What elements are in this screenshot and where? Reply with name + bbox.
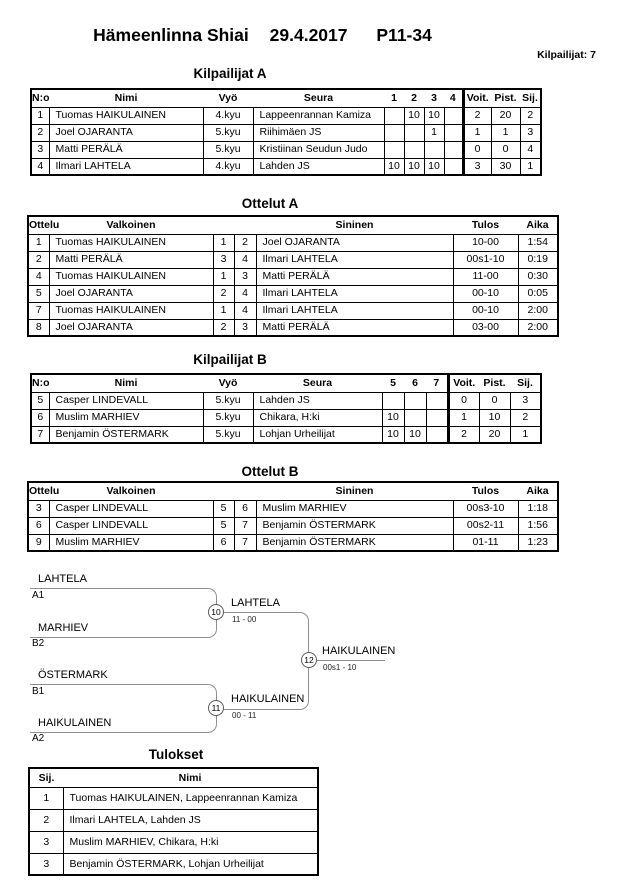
column-header: Seura bbox=[253, 89, 384, 107]
cell: Muslim MARHIEV bbox=[256, 500, 453, 517]
cell: Ilmari LAHTELA, Lahden JS bbox=[63, 809, 318, 831]
cell: Joel OJARANTA bbox=[49, 285, 213, 302]
table-row bbox=[31, 124, 541, 141]
cell: Chikara, H:ki bbox=[253, 409, 382, 426]
table-pool-b bbox=[30, 373, 542, 444]
cell: 6 bbox=[31, 409, 49, 426]
cell: 5.kyu bbox=[203, 124, 253, 141]
cell: 9 bbox=[28, 534, 49, 551]
cell: 1 bbox=[213, 268, 234, 285]
column-header: Nimi bbox=[49, 89, 203, 107]
column-header: 4 bbox=[444, 89, 463, 107]
cell: 6 bbox=[213, 534, 234, 551]
section-heading-results: Tulokset bbox=[148, 747, 204, 762]
cell: Matti PERÄLÄ bbox=[256, 319, 453, 336]
table-row bbox=[31, 158, 541, 175]
cell: 5.kyu bbox=[203, 141, 253, 158]
column-header bbox=[213, 482, 234, 500]
cell bbox=[404, 141, 424, 158]
table-row bbox=[28, 302, 558, 319]
cell: 3 bbox=[520, 124, 541, 141]
column-header bbox=[213, 216, 234, 234]
cell bbox=[404, 392, 426, 409]
cell: Casper LINDEVALL bbox=[49, 392, 203, 409]
cell: 7 bbox=[28, 302, 49, 319]
column-header: Pist. bbox=[491, 89, 520, 107]
cell bbox=[426, 409, 448, 426]
table-body bbox=[28, 500, 558, 551]
cell: 2 bbox=[234, 234, 256, 251]
cell: 4 bbox=[234, 251, 256, 268]
cell: 10 bbox=[382, 426, 404, 443]
cell: Benjamin ÖSTERMARK, Lohjan Urheilijat bbox=[63, 853, 318, 875]
cell: Muslim MARHIEV bbox=[49, 534, 213, 551]
cell bbox=[424, 141, 444, 158]
cell: 3 bbox=[234, 268, 256, 285]
cell: 2 bbox=[520, 107, 541, 124]
cell: 4 bbox=[28, 268, 49, 285]
cell: Joel OJARANTA bbox=[49, 319, 213, 336]
column-header: 5 bbox=[382, 374, 404, 392]
bracket-entrant-name: HAIKULAINEN bbox=[38, 717, 112, 729]
bracket-seed-label: A1 bbox=[32, 590, 45, 601]
cell: Ilmari LAHTELA bbox=[256, 285, 453, 302]
cell: Muslim MARHIEV, Chikara, H:ki bbox=[63, 831, 318, 853]
match-number-badge: 12 bbox=[301, 652, 317, 668]
cell: 5.kyu bbox=[203, 409, 253, 426]
cell: 6 bbox=[28, 517, 49, 534]
cell: 1 bbox=[448, 409, 479, 426]
bracket-winner-name: HAIKULAINEN bbox=[322, 645, 396, 657]
cell: Tuomas HAIKULAINEN bbox=[49, 107, 203, 124]
cell: 5 bbox=[213, 500, 234, 517]
cell: Muslim MARHIEV bbox=[49, 409, 203, 426]
cell: 1 bbox=[510, 426, 541, 443]
cell: Joel OJARANTA bbox=[49, 124, 203, 141]
column-header: Voit. bbox=[463, 89, 491, 107]
cell: 00s1-10 bbox=[453, 251, 518, 268]
cell bbox=[444, 124, 463, 141]
column-header: Tulos bbox=[453, 482, 518, 500]
table-results bbox=[28, 767, 319, 876]
column-header: Seura bbox=[253, 374, 382, 392]
column-header: Valkoinen bbox=[49, 482, 213, 500]
cell: 10 bbox=[404, 107, 424, 124]
column-header bbox=[234, 482, 256, 500]
table-row bbox=[28, 319, 558, 336]
cell: Ilmari LAHTELA bbox=[256, 251, 453, 268]
cell: 2:00 bbox=[518, 302, 558, 319]
cell bbox=[444, 141, 463, 158]
cell: 0 bbox=[448, 392, 479, 409]
cell: 7 bbox=[31, 426, 49, 443]
cell bbox=[384, 141, 404, 158]
section-heading-pool-a: Kilpailijat A bbox=[193, 66, 267, 81]
bracket-winner-name: LAHTELA bbox=[231, 597, 280, 609]
table-row bbox=[28, 268, 558, 285]
cell bbox=[444, 107, 463, 124]
cell bbox=[426, 392, 448, 409]
cell: Ilmari LAHTELA bbox=[49, 158, 203, 175]
cell: 10 bbox=[479, 409, 510, 426]
column-header: Sij. bbox=[520, 89, 541, 107]
cell: 00s2-11 bbox=[453, 517, 518, 534]
table-header bbox=[28, 482, 558, 500]
cell: Ilmari LAHTELA bbox=[256, 302, 453, 319]
bracket-match-score: 00 - 11 bbox=[232, 711, 257, 720]
cell: Casper LINDEVALL bbox=[49, 500, 213, 517]
cell: Casper LINDEVALL bbox=[49, 517, 213, 534]
table-row bbox=[28, 517, 558, 534]
table-row bbox=[29, 809, 318, 831]
bracket-seed-label: B2 bbox=[32, 638, 45, 649]
table-header bbox=[28, 216, 558, 234]
column-header: Sij. bbox=[29, 768, 63, 787]
cell: Tuomas HAIKULAINEN, Lappeenrannan Kamiza bbox=[63, 787, 318, 809]
cell: 5 bbox=[28, 285, 49, 302]
cell: 20 bbox=[479, 426, 510, 443]
column-header: N:o bbox=[31, 374, 49, 392]
cell bbox=[382, 392, 404, 409]
cell: 0 bbox=[479, 392, 510, 409]
cell: 1 bbox=[29, 787, 63, 809]
cell: 2 bbox=[463, 107, 491, 124]
cell: 10 bbox=[424, 107, 444, 124]
column-header: N:o bbox=[31, 89, 49, 107]
column-header bbox=[234, 216, 256, 234]
section-heading-matches-a: Ottelut A bbox=[241, 196, 299, 211]
header-row bbox=[29, 768, 318, 787]
column-header: 7 bbox=[426, 374, 448, 392]
column-header: Voit. bbox=[448, 374, 479, 392]
cell: 6 bbox=[234, 500, 256, 517]
table-row bbox=[28, 500, 558, 517]
cell: Matti PERÄLÄ bbox=[49, 141, 203, 158]
cell: 2 bbox=[510, 409, 541, 426]
cell: 0:05 bbox=[518, 285, 558, 302]
cell: 00-10 bbox=[453, 302, 518, 319]
bracket-seed-label: B1 bbox=[32, 686, 45, 697]
cell: Matti PERÄLÄ bbox=[49, 251, 213, 268]
cell: Benjamin ÖSTERMARK bbox=[256, 534, 453, 551]
cell: 01-11 bbox=[453, 534, 518, 551]
table-body bbox=[28, 234, 558, 336]
column-header: Aika bbox=[518, 216, 558, 234]
header-row bbox=[28, 482, 558, 500]
bracket-seed-label: A2 bbox=[32, 733, 45, 744]
cell bbox=[404, 124, 424, 141]
cell: 1 bbox=[213, 234, 234, 251]
match-number-badge: 11 bbox=[208, 700, 224, 716]
cell: Lahden JS bbox=[253, 392, 382, 409]
bracket-entrant-name: MARHIEV bbox=[38, 622, 89, 634]
cell: 4.kyu bbox=[203, 158, 253, 175]
cell: Tuomas HAIKULAINEN bbox=[49, 302, 213, 319]
header-row bbox=[28, 216, 558, 234]
cell: 1:18 bbox=[518, 500, 558, 517]
column-header: Pist. bbox=[479, 374, 510, 392]
cell bbox=[384, 124, 404, 141]
bracket-match-score: 00s1 - 10 bbox=[323, 663, 357, 672]
cell: 3 bbox=[510, 392, 541, 409]
cell: Benjamin ÖSTERMARK bbox=[256, 517, 453, 534]
column-header: Nimi bbox=[63, 768, 318, 787]
cell: 1:23 bbox=[518, 534, 558, 551]
column-header: Sininen bbox=[256, 482, 453, 500]
cell: 20 bbox=[491, 107, 520, 124]
table-header bbox=[31, 89, 541, 107]
bracket-entrant-name: LAHTELA bbox=[38, 573, 87, 585]
table-row bbox=[31, 409, 541, 426]
column-header: Nimi bbox=[49, 374, 203, 392]
cell: 1 bbox=[463, 124, 491, 141]
cell: 10 bbox=[384, 158, 404, 175]
column-header: 1 bbox=[384, 89, 404, 107]
cell bbox=[426, 426, 448, 443]
cell: Matti PERÄLÄ bbox=[256, 268, 453, 285]
column-header: Sij. bbox=[510, 374, 541, 392]
cell: Riihimäen JS bbox=[253, 124, 384, 141]
column-header: Ottelu bbox=[28, 216, 49, 234]
cell bbox=[444, 158, 463, 175]
cell: 03-00 bbox=[453, 319, 518, 336]
title-category: P11-34 bbox=[376, 25, 432, 45]
column-header: Valkoinen bbox=[49, 216, 213, 234]
table-row bbox=[28, 285, 558, 302]
cell: 1:56 bbox=[518, 517, 558, 534]
title-date: 29.4.2017 bbox=[269, 25, 348, 45]
cell bbox=[404, 409, 426, 426]
section-heading-matches-b: Ottelut B bbox=[241, 464, 299, 479]
table-row bbox=[31, 392, 541, 409]
header-row bbox=[31, 374, 541, 392]
bracket-winner-name: HAIKULAINEN bbox=[231, 693, 305, 705]
cell: 1 bbox=[424, 124, 444, 141]
header-row bbox=[31, 89, 541, 107]
cell: 1 bbox=[491, 124, 520, 141]
cell: 0 bbox=[491, 141, 520, 158]
competitor-count-label: Kilpailijat: 7 bbox=[537, 49, 596, 61]
cell: 0:19 bbox=[518, 251, 558, 268]
cell: 2 bbox=[28, 251, 49, 268]
cell: 2 bbox=[448, 426, 479, 443]
bracket-winner-line bbox=[308, 660, 385, 661]
cell: Benjamin ÖSTERMARK bbox=[49, 426, 203, 443]
cell: Kristiinan Seudun Judo bbox=[253, 141, 384, 158]
cell: 10 bbox=[404, 426, 426, 443]
cell: Lohjan Urheilijat bbox=[253, 426, 382, 443]
table-row bbox=[31, 141, 541, 158]
table-body bbox=[29, 787, 318, 875]
table-header bbox=[29, 768, 318, 787]
cell: 00-10 bbox=[453, 285, 518, 302]
cell: 10-00 bbox=[453, 234, 518, 251]
cell: 5 bbox=[31, 392, 49, 409]
cell: 3 bbox=[234, 319, 256, 336]
cell: 2 bbox=[213, 319, 234, 336]
cell: Joel OJARANTA bbox=[256, 234, 453, 251]
cell: 3 bbox=[463, 158, 491, 175]
cell: 1 bbox=[28, 234, 49, 251]
table-row bbox=[29, 831, 318, 853]
cell: 4.kyu bbox=[203, 107, 253, 124]
cell: 1 bbox=[213, 302, 234, 319]
column-header: Ottelu bbox=[28, 482, 49, 500]
cell: 2 bbox=[29, 809, 63, 831]
cell: 5.kyu bbox=[203, 426, 253, 443]
cell: 4 bbox=[31, 158, 49, 175]
cell: 7 bbox=[234, 534, 256, 551]
cell: 10 bbox=[382, 409, 404, 426]
cell: 30 bbox=[491, 158, 520, 175]
cell: 2 bbox=[31, 124, 49, 141]
table-row bbox=[31, 426, 541, 443]
cell: 5.kyu bbox=[203, 392, 253, 409]
cell: 1 bbox=[31, 107, 49, 124]
cell: 10 bbox=[424, 158, 444, 175]
column-header: Sininen bbox=[256, 216, 453, 234]
page-title bbox=[0, 25, 525, 46]
table-row bbox=[28, 234, 558, 251]
cell: 5 bbox=[213, 517, 234, 534]
bracket-match-score: 11 - 00 bbox=[232, 615, 257, 624]
cell: 4 bbox=[234, 285, 256, 302]
cell: 3 bbox=[29, 853, 63, 875]
table-body bbox=[31, 107, 541, 175]
cell: 3 bbox=[28, 500, 49, 517]
column-header: Aika bbox=[518, 482, 558, 500]
column-header: 6 bbox=[404, 374, 426, 392]
cell: 7 bbox=[234, 517, 256, 534]
cell: 1:54 bbox=[518, 234, 558, 251]
table-pool-a bbox=[30, 88, 542, 176]
table-row bbox=[28, 251, 558, 268]
cell: 3 bbox=[29, 831, 63, 853]
table-header bbox=[31, 374, 541, 392]
cell: 10 bbox=[404, 158, 424, 175]
table-matches-b bbox=[27, 481, 559, 552]
cell: Lappeenrannan Kamiza bbox=[253, 107, 384, 124]
table-matches-a bbox=[27, 215, 559, 337]
cell: 2 bbox=[213, 285, 234, 302]
cell bbox=[384, 107, 404, 124]
cell: 0 bbox=[463, 141, 491, 158]
match-number-badge: 10 bbox=[208, 604, 224, 620]
column-header: 2 bbox=[404, 89, 424, 107]
cell: 00s3-10 bbox=[453, 500, 518, 517]
bracket-entrant-name: ÖSTERMARK bbox=[38, 669, 108, 681]
cell: 4 bbox=[520, 141, 541, 158]
cell: 0:30 bbox=[518, 268, 558, 285]
column-header: 3 bbox=[424, 89, 444, 107]
cell: 11-00 bbox=[453, 268, 518, 285]
cell: 3 bbox=[213, 251, 234, 268]
cell: Tuomas HAIKULAINEN bbox=[49, 268, 213, 285]
table-row bbox=[29, 853, 318, 875]
cell: Tuomas HAIKULAINEN bbox=[49, 234, 213, 251]
table-row bbox=[31, 107, 541, 124]
table-row bbox=[28, 534, 558, 551]
column-header: Vyö bbox=[203, 374, 253, 392]
cell: Lahden JS bbox=[253, 158, 384, 175]
cell: 3 bbox=[31, 141, 49, 158]
column-header: Tulos bbox=[453, 216, 518, 234]
title-event: Hämeenlinna Shiai bbox=[93, 25, 249, 45]
table-row bbox=[29, 787, 318, 809]
cell: 2:00 bbox=[518, 319, 558, 336]
section-heading-pool-b: Kilpailijat B bbox=[193, 352, 267, 367]
column-header: Vyö bbox=[203, 89, 253, 107]
cell: 8 bbox=[28, 319, 49, 336]
cell: 4 bbox=[234, 302, 256, 319]
table-body bbox=[31, 392, 541, 443]
cell: 1 bbox=[520, 158, 541, 175]
